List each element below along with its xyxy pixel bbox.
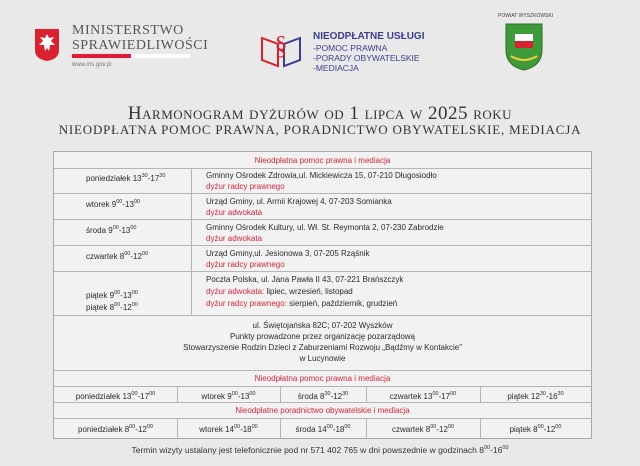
program-item: -MEDIACJA <box>313 63 359 73</box>
ngo-name: Stowarzyszenie Rodzin Dzieci z Zaburzeniami Rozwoju „Bądźmy w Kontakcie” <box>183 343 462 352</box>
schedule-slot: piątek $12^{30}-16^{30}$ <box>507 391 564 401</box>
schedule-duty: dyżur adwokata <box>206 208 263 217</box>
section-heading: Nieodpłatna pomoc prawna i mediacja <box>254 156 391 165</box>
schedule-day: czwartek $8^{00}-12^{00}$ <box>86 251 149 261</box>
section-heading: Nieodpłatna pomoc prawna i mediacja <box>254 374 391 383</box>
ministry-name-line1: MINISTERSTWO <box>72 23 184 38</box>
schedule-day: piątek $8^{00}-12^{00}$ <box>86 302 138 312</box>
schedule-duty: dyżur radcy prawnego: sierpień, październik, grudzień <box>206 299 398 308</box>
schedule-slot: czwartek $8^{00}-12^{00}$ <box>391 424 455 434</box>
schedule-place: Gminny Ośrodek Kultury, ul. Wł. St. Reymonta 2, 07-230 Zabrodzie <box>206 223 444 232</box>
ngo-description: Punkty prowadzone przez organizację pozarządową <box>230 332 415 341</box>
ngo-address: ul. Świętojańska 82C; 07-202 Wyszków <box>252 321 393 330</box>
county-label: POWIAT WYSZKOWSKI <box>498 13 554 19</box>
schedule-table <box>53 151 592 439</box>
county-coat-of-arms-icon <box>503 20 545 72</box>
schedule-day: wtorek $9^{00}-13^{00}$ <box>86 199 141 209</box>
program-item: -PORADY OBYWATELSKIE <box>313 53 420 63</box>
schedule-place: Gminny Ośrodek Zdrowia,ul. Mickiewicza 15, 07-210 Długosiodło <box>206 171 437 180</box>
schedule-place: Urząd Gminy, ul. Armii Krajowej 4, 07-203 Somianka <box>206 197 392 206</box>
flag-bar <box>72 54 190 58</box>
ministry-url: www.ms.gov.pl <box>72 62 112 68</box>
schedule-slot: środa $8^{30}-12^{30}$ <box>297 391 349 401</box>
page-subtitle: NIEODPŁATNA POMOC PRAWNA, PORADNICTWO OBYWATELSKIE, MEDIACJA <box>58 122 582 137</box>
polish-eagle-emblem-icon <box>34 28 60 62</box>
schedule-duty: dyżur radcy prawnego <box>206 260 285 269</box>
footer-note: Termin wizyty ustalany jest telefonicznie pod nr 571 402 765 w dni powszednie w godzinach $8^{00}-16^{00}$ <box>131 445 509 455</box>
program-title: NIEODPŁATNE USŁUGI <box>313 31 425 42</box>
free-legal-aid-logo-icon <box>258 28 304 70</box>
schedule-slot: wtorek $9^{00}-13^{00}$ <box>201 391 256 401</box>
section-heading: Nieodpłatne poradnictwo obywatelskie i mediacja <box>235 406 410 415</box>
schedule-slot: czwartek $13^{00}-17^{00}$ <box>389 391 457 401</box>
schedule-duty: dyżur adwokata: lipiec, wrzesień, listopad <box>206 287 353 296</box>
svg-text:§: § <box>274 31 288 60</box>
page-title: Harmonogram dyżurów od 1 lipca w 2025 roku <box>127 103 513 124</box>
schedule-slot: wtorek $14^{00}-18^{00}$ <box>199 424 258 434</box>
schedule-slot: poniedziałek $13^{00}-17^{00}$ <box>75 391 156 401</box>
schedule-duty: dyżur radcy prawnego <box>206 182 285 191</box>
schedule-slot: poniedziałek $8^{00}-12^{00}$ <box>78 424 153 434</box>
schedule-duty: dyżur adwokata <box>206 234 263 243</box>
schedule-place: Poczta Polska, ul. Jana Pawła II 43, 07-221 Brańszczyk <box>206 275 404 284</box>
schedule-day: środa $9^{00}-13^{00}$ <box>86 225 137 235</box>
ngo-location: w Lucynowie <box>299 354 346 363</box>
schedule-slot: piątek $8^{00}-12^{00}$ <box>509 424 562 434</box>
ministry-name-line2: SPRAWIEDLIWOŚCI <box>72 38 209 53</box>
schedule-place: Urząd Gminy,ul. Jesionowa 3, 07-205 Rząśnik <box>206 249 370 258</box>
schedule-day: piątek $9^{00}-13^{00}$ <box>86 290 138 300</box>
schedule-slot: środa $14^{00}-18^{00}$ <box>295 424 351 434</box>
schedule-day: poniedziałek $13^{30}-17^{30}$ <box>86 173 166 183</box>
program-item: -POMOC PRAWNA <box>313 43 388 53</box>
